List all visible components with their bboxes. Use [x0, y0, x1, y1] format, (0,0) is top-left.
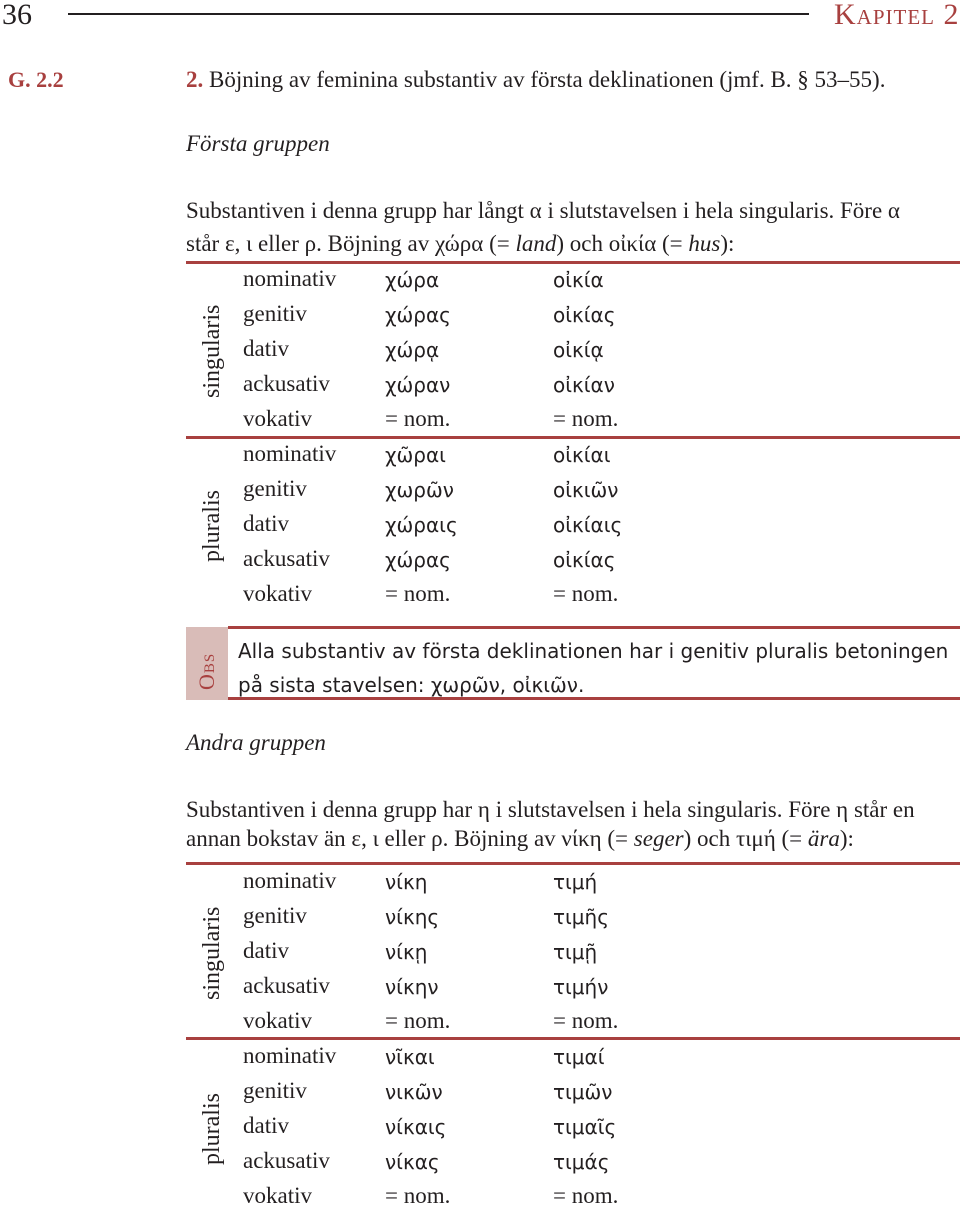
section-reference: G. 2.2 — [8, 67, 64, 92]
form-word2: οἰκίαν — [553, 373, 615, 397]
header-rule — [68, 13, 809, 15]
group1-intro-line2 — [186, 227, 734, 260]
case-label-vokativ: vokativ — [243, 1183, 312, 1208]
form-word2: οἰκίας — [553, 548, 616, 572]
case-label-dativ: dativ — [243, 1113, 289, 1138]
table1-mid-rule — [186, 436, 960, 439]
table1-singular-label: singularis — [199, 304, 225, 398]
obs-text — [238, 634, 948, 702]
section-heading — [186, 67, 885, 93]
intro-text: ): — [839, 826, 854, 851]
form-word2: τιμαί — [553, 1045, 605, 1069]
table2-singular-label: singularis — [199, 906, 225, 1000]
case-label-vokativ: vokativ — [243, 581, 312, 606]
form-word1: νίκαις — [385, 1115, 447, 1139]
case-label-vokativ: vokativ — [243, 406, 312, 431]
case-label-dativ: dativ — [243, 511, 289, 536]
form-word1: χώραις — [385, 513, 458, 537]
case-label-nominativ: nominativ — [243, 1043, 337, 1068]
intro-text: ) och οἰκία (= — [556, 231, 689, 256]
form-word2: τιμήν — [553, 975, 609, 999]
form-word2: τιμή — [553, 870, 598, 894]
chapter-title: Kapitel 2 — [834, 0, 960, 31]
form-word2: = nom. — [553, 406, 619, 431]
form-word2: τιμῆς — [553, 905, 609, 929]
case-label-nominativ: nominativ — [243, 441, 337, 466]
group2-intro-line1: Substantiven i denna grupp har η i slutstavelsen i hela singularis. Före η står en — [186, 797, 915, 822]
form-word1: νίκῃ — [385, 940, 428, 964]
form-word1: χῶραι — [385, 443, 446, 467]
obs-line2: på sista stavelsen: χωρῶν, οἰκιῶν. — [238, 673, 585, 697]
form-word2: οἰκία — [553, 268, 604, 292]
intro-italic-seger: seger — [633, 826, 684, 851]
form-word2: τιμαῖς — [553, 1115, 617, 1139]
table1-top-rule — [186, 261, 960, 264]
table2-top-rule — [186, 862, 960, 865]
case-label-genitiv: genitiv — [243, 476, 307, 501]
case-label-genitiv: genitiv — [243, 903, 307, 928]
table2-mid-rule — [186, 1037, 960, 1040]
case-label-genitiv: genitiv — [243, 1078, 307, 1103]
form-word2: οἰκίαις — [553, 513, 623, 537]
table1-plural-label: pluralis — [199, 490, 225, 562]
group2-intro-line2 — [186, 822, 854, 855]
intro-italic-hus: hus — [688, 231, 721, 256]
form-word1: νίκην — [385, 975, 439, 999]
intro-text: står ε, ι eller ρ. Böjning av χώρα (= — [186, 231, 516, 256]
form-word2: οἰκιῶν — [553, 478, 619, 502]
group1-intro-line1: Substantiven i denna grupp har långt α i slutstavelsen i hela singularis. Före α — [186, 198, 900, 223]
case-label-nominativ: nominativ — [243, 266, 337, 291]
obs-top-rule — [228, 626, 960, 629]
form-word2: = nom. — [553, 581, 619, 606]
form-word2: οἰκίας — [553, 303, 616, 327]
section-number: 2. — [186, 67, 204, 92]
form-word1: νικῶν — [385, 1080, 443, 1104]
case-label-nominativ: nominativ — [243, 868, 337, 893]
form-word1: χώρα — [385, 268, 440, 292]
form-word1: νῖκαι — [385, 1045, 435, 1069]
form-word2: οἰκίᾳ — [553, 338, 604, 362]
case-label-ackusativ: ackusativ — [243, 973, 330, 998]
case-label-ackusativ: ackusativ — [243, 546, 330, 571]
form-word1: χώρας — [385, 548, 451, 572]
case-label-dativ: dativ — [243, 938, 289, 963]
intro-text: ) och τιμή (= — [683, 826, 808, 851]
page-number: 36 — [2, 0, 32, 31]
form-word2: οἰκίαι — [553, 443, 611, 467]
form-word2: = nom. — [553, 1183, 619, 1208]
intro-italic-ara: ära — [807, 826, 840, 851]
form-word1: = nom. — [385, 581, 451, 606]
form-word1: χωρῶν — [385, 478, 454, 502]
case-label-dativ: dativ — [243, 336, 289, 361]
group2-title: Andra gruppen — [186, 730, 326, 755]
case-label-ackusativ: ackusativ — [243, 1148, 330, 1173]
intro-italic-land: land — [515, 231, 557, 256]
case-label-genitiv: genitiv — [243, 301, 307, 326]
form-word1: = nom. — [385, 1183, 451, 1208]
form-word1: = nom. — [385, 1008, 451, 1033]
obs-label: Obs — [194, 652, 219, 690]
form-word2: τιμῇ — [553, 940, 598, 964]
form-word2: τιμάς — [553, 1150, 610, 1174]
obs-line1: Alla substantiv av första deklinationen har i genitiv pluralis betoningen — [238, 639, 949, 663]
section-heading-text: Böjning av feminina substantiv av första deklinationen (jmf. B. § 53–55). — [203, 67, 886, 92]
form-word1: νίκας — [385, 1150, 440, 1174]
form-word2: = nom. — [553, 1008, 619, 1033]
form-word1: νίκης — [385, 905, 440, 929]
intro-text: ): — [720, 231, 735, 256]
case-label-vokativ: vokativ — [243, 1008, 312, 1033]
form-word1: χώρας — [385, 303, 451, 327]
intro-text: annan bokstav än ε, ι eller ρ. Böjning av νίκη (= — [186, 826, 634, 851]
case-label-ackusativ: ackusativ — [243, 371, 330, 396]
form-word1: χώραν — [385, 373, 451, 397]
form-word1: = nom. — [385, 406, 451, 431]
group1-title: Första gruppen — [186, 131, 330, 156]
form-word2: τιμῶν — [553, 1080, 613, 1104]
table2-plural-label: pluralis — [199, 1093, 225, 1165]
form-word1: χώρᾳ — [385, 338, 440, 362]
form-word1: νίκη — [385, 870, 428, 894]
